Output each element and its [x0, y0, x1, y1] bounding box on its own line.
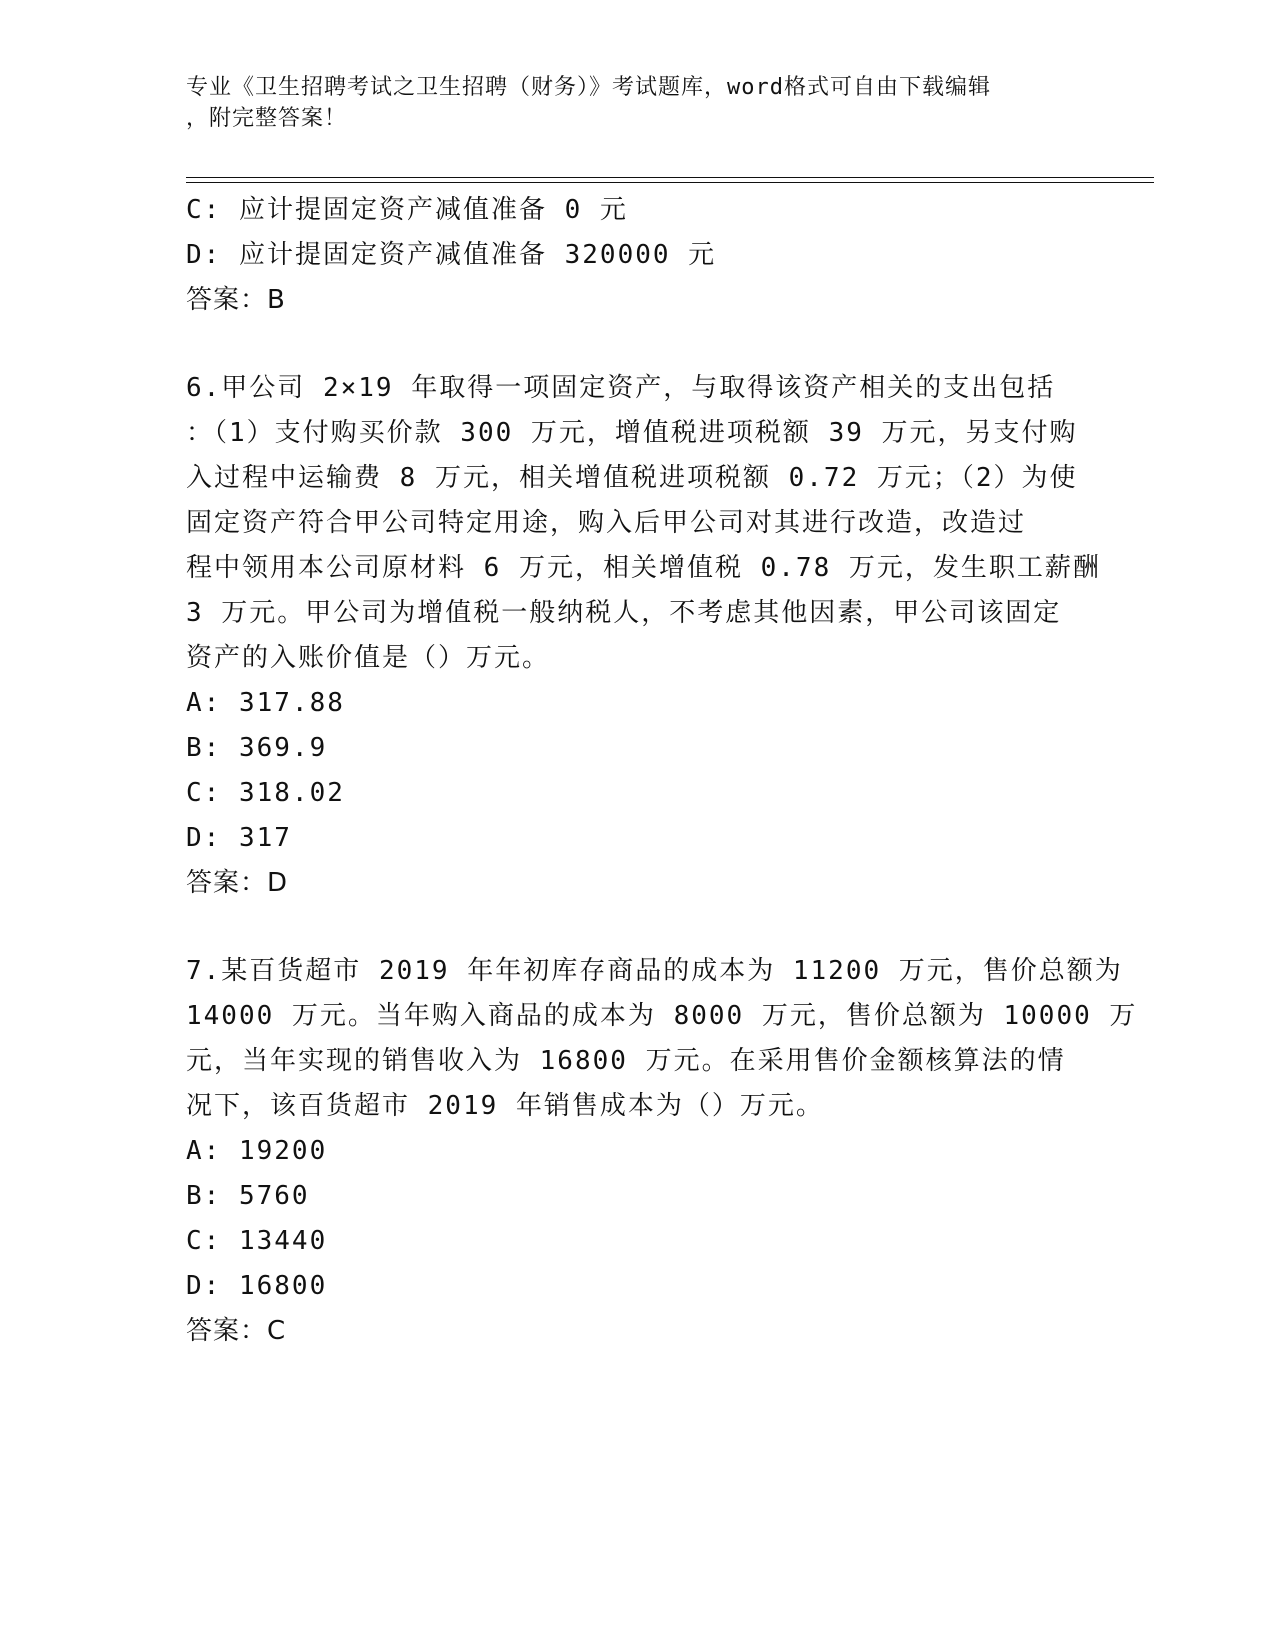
page-header — [186, 72, 1066, 134]
option-d: D: 317 — [186, 823, 292, 853]
question-text-line: 7.某百货超市 2019 年年初库存商品的成本为 11200 万元，售价总额为 — [186, 956, 1123, 986]
header-rule-bottom — [186, 182, 1154, 183]
answer: 答案：B — [186, 285, 286, 315]
spacer — [186, 323, 1086, 366]
question-text-line: 6.甲公司 2×19 年取得一项固定资产，与取得该资产相关的支出包括 — [186, 373, 1056, 403]
question-7 — [186, 949, 1138, 1354]
option-d: D: 应计提固定资产减值准备 320000 元 — [186, 240, 717, 270]
question-text-line: 元，当年实现的销售收入为 16800 万元。在采用售价金额核算法的情 — [186, 1046, 1066, 1076]
question-text-line: ：（1）支付购买价款 300 万元，增值税进项税额 39 万元，另支付购 — [186, 418, 1078, 448]
option-a: A: 317.88 — [186, 688, 345, 718]
question-text-line: 3 万元。甲公司为增值税一般纳税人，不考虑其他因素，甲公司该固定 — [186, 598, 1062, 628]
question-text-line: 资产的入账价值是（）万元。 — [186, 643, 551, 673]
question-6 — [186, 366, 1101, 906]
question-text-line: 入过程中运输费 8 万元，相关增值税进项税额 0.72 万元；（2）为使 — [186, 463, 1078, 493]
option-c: C: 应计提固定资产减值准备 0 元 — [186, 195, 628, 225]
option-b: B: 369.9 — [186, 733, 328, 763]
header-rule-top — [186, 177, 1154, 178]
question-text-line: 况下，该百货超市 2019 年销售成本为（）万元。 — [186, 1091, 824, 1121]
option-c: C: 318.02 — [186, 778, 345, 808]
header-line-2: ，附完整答案！ — [186, 106, 348, 131]
question-5-tail — [186, 188, 1086, 323]
question-text-line: 14000 万元。当年购入商品的成本为 8000 万元，售价总额为 10000 万 — [186, 1001, 1138, 1031]
answer: 答案：C — [186, 1316, 287, 1346]
option-b: B: 5760 — [186, 1181, 310, 1211]
option-a: A: 19200 — [186, 1136, 328, 1166]
document-body — [186, 188, 1138, 1354]
answer: 答案：D — [186, 868, 289, 898]
header-line-1: 专业《卫生招聘考试之卫生招聘（财务）》考试题库，word格式可自由下载编辑 — [186, 75, 991, 100]
option-d: D: 16800 — [186, 1271, 328, 1301]
spacer — [186, 906, 1086, 949]
option-c: C: 13440 — [186, 1226, 328, 1256]
question-text-line: 固定资产符合甲公司特定用途，购入后甲公司对其进行改造，改造过 — [186, 508, 1027, 538]
question-text-line: 程中领用本公司原材料 6 万元，相关增值税 0.78 万元，发生职工薪酬 — [186, 553, 1101, 583]
